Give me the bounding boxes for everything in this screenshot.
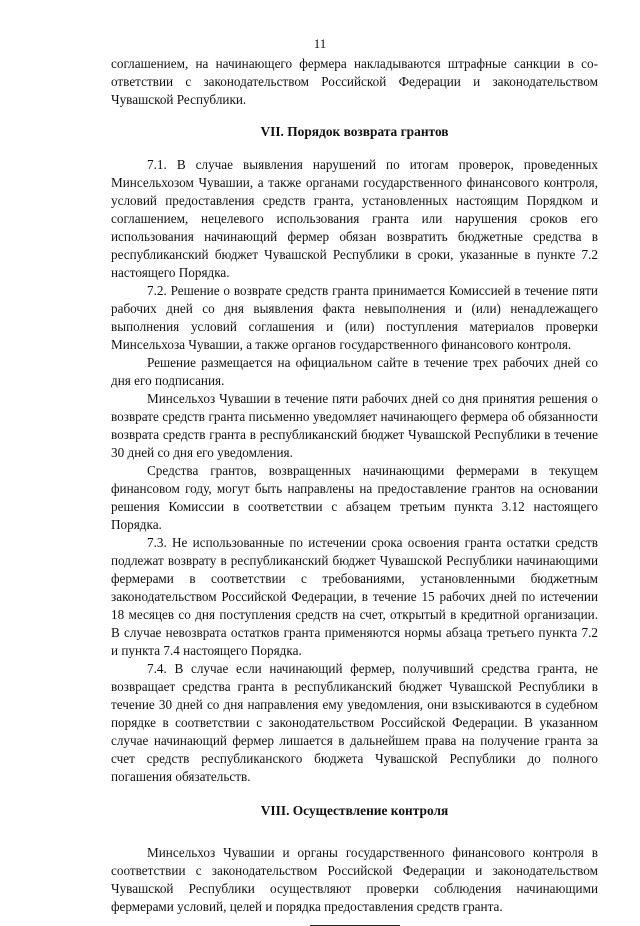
paragraph-7-3: 7.3. Не использованные по истечении срока освоения гранта остатки средств подлежат возврату в республиканский бюджет Чувашской Республики начинающими фермерами в соответствии с требованиями, установленными бюджетным законодательством Российской Федерации, в течение 15 рабочих дней по истечении 18 месяцев со дня поступления средств на счет, открытый в кредитной организации. В случае невозврата остатков гранта применяются нормы абзаца третьего пункта 7.2 и пункта 7.4 настоящего Порядка. (111, 535, 598, 658)
paragraph-7-2-notification: Минсельхоз Чувашии в течение пяти рабочих дней со дня принятия решения о возврате средств гранта письменно уведомляет начинающего фермера об обязанности возврата средств гранта в республиканский бюджет Чувашской Республики в течение 30 дней со дня его уведомления. (111, 391, 598, 460)
paragraph-7-1: 7.1. В случае выявления нарушений по итогам проверок, проведенных Минсельхозом Чувашии, а также органами государственного финансового контроля, условий предоставления средств гранта, установленных настоящим Порядком и соглашением, нецелевого использования гранта или нарушения сроков его использования начинающий фермер обязан возвратить бюджетные средства в республиканский бюджет Чувашской Республики в сроки, указанные в пункте 7.2 настоящего Порядка. (111, 157, 598, 280)
paragraph-7-2-publication: Решение размещается на официальном сайте в течение трех рабочих дней со дня его подписания. (111, 355, 598, 388)
page-number: 11 (313, 36, 327, 51)
section-8-heading: VIII. Осуществление контроля (260, 803, 449, 818)
paragraph-7-2: 7.2. Решение о возврате средств гранта принимается Комиссией в течение пяти рабочих дней со дня выявления факта невыполнения и (или) ненадлежащего выполнения условий соглашения и (или) поступления материалов проверки Минсельхоза Чувашии, а также органов государственного финансового контроля. (111, 283, 598, 352)
intro-paragraph: соглашением, на начинающего фермера накладываются штрафные санкции в соответствии с законодательством Российской Федерации и законодательством Чувашской Республики. (111, 56, 598, 107)
paragraph-8-control: Минсельхоз Чувашии и органы государственного финансового контроля в соответствии с законодательством Российской Федерации и законодательством Чувашской Республики осуществляют проверки соблюдения начинающими фермерами условий, целей и порядка предоставления средств гранта. (111, 845, 598, 914)
paragraph-7-2-returned-funds: Средства грантов, возвращенных начинающими фермерами в текущем финансовом году, могут быть направлены на предоставление грантов на основании решения Комиссии в соответствии с абзацем третьим пункта 3.12 настоящего Порядка. (111, 463, 598, 532)
section-7-heading: VII. Порядок возврата грантов (260, 124, 449, 139)
document-body (111, 55, 598, 926)
paragraph-7-4: 7.4. В случае если начинающий фермер, получивший средства гранта, не возвращает средства гранта в республиканский бюджет Чувашской Республики в течение 30 дней со дня направления ему уведомления, они взыскиваются в судебном порядке в соответствии с законодательством Российской Федерации. В указанном случае начинающий фермер лишается в дальнейшем права на получение гранта за счет средств республиканского бюджета Чувашской Республики до полного погашения обязательств. (111, 661, 598, 784)
